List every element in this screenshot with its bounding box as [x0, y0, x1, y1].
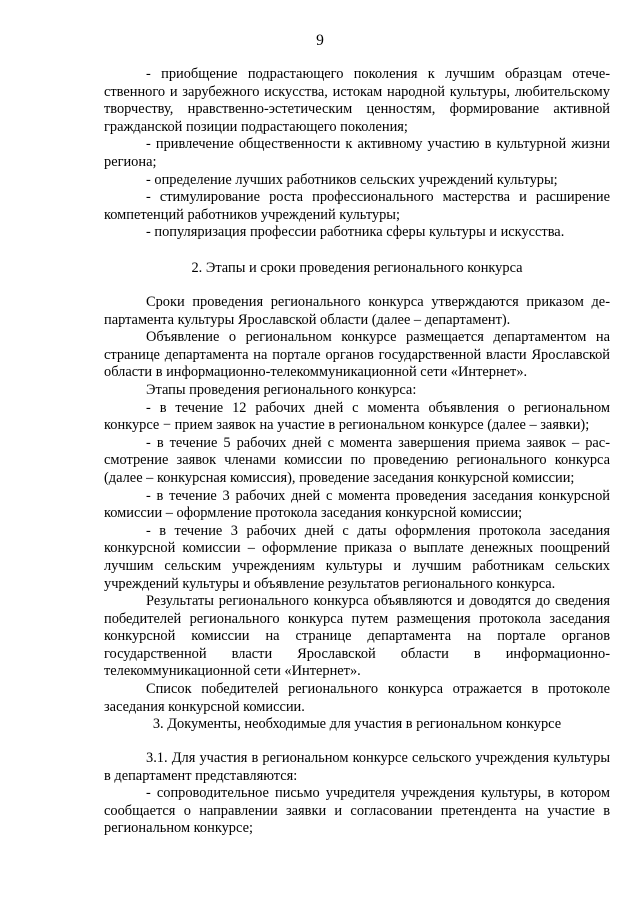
list-item: - в течение 3 рабочих дней с момента проведения заседания конкурсной комиссии – оформление протокола заседания конкурсной комиссии;: [104, 487, 610, 522]
section2-heading-block: [104, 260, 610, 278]
paragraph: Этапы проведения регионального конкурса:: [146, 381, 417, 398]
section3-body: [104, 750, 610, 838]
list-item: - приобщение подрастающего поколения к лучшим образцам отечественного и зарубежного искусства, истокам народной культуры, любительскому творчеству, нравственно-эстетическим ценностям, формирование активной гражданской позиции подрастающего поколения;: [104, 66, 610, 135]
section1-goals-list: [104, 66, 610, 242]
list-item: - в течение 3 рабочих дней с даты оформления протокола заседания конкурсной комиссии – оформление приказа о выплате денежных поощрений лучшим сельским учреждениям культуры и лучшим работникам сельских учреждений культуры и объявление результатов регионального конкурса.: [104, 522, 610, 592]
paragraph: Сроки проведения регионального конкурса утверждаются приказом департамента культуры Ярославской области (далее – департамент).: [104, 294, 610, 328]
paragraph: Список победителей регионального конкурса отражается в протоколе заседания конкурсной комиссии.: [104, 681, 610, 715]
list-item: - стимулирование роста профессионального мастерства и расширение компетенций работников учреждений культуры;: [104, 189, 610, 223]
list-item: - привлечение общественности к активному участию в культурной жизни региона;: [104, 136, 610, 170]
list-item: - сопроводительное письмо учредителя учреждения культуры, в котором сообщается о направлении заявки и согласовании претендента на участие в региональном конкурсе;: [104, 785, 610, 837]
list-item: - определение лучших работников сельских учреждений культуры;: [146, 171, 558, 188]
section-heading: 3. Документы, необходимые для участия в региональном конкурсе: [152, 716, 562, 732]
paragraph: Объявление о региональном конкурсе размещается департаментом на странице департамента на портале органов государственной власти Ярославской области в информационно-телекоммуникационной сети «Интернет».: [104, 329, 610, 381]
page-number: 9: [316, 32, 324, 49]
section3-heading-block: [104, 716, 610, 734]
list-item: - в течение 5 рабочих дней с момента завершения приема заявок – рассмотрение заявок членами комиссии по проведению регионального конкурса (далее – конкурсная комиссия), проведение заседания конкурсной комиссии;: [104, 434, 610, 486]
section-heading: 2. Этапы и сроки проведения регионального конкурса: [191, 260, 523, 276]
section2-body: [104, 294, 610, 716]
list-item: - в течение 12 рабочих дней с момента объявления о региональном конкурсе − прием заявок на участие в региональном конкурсе (далее – заявки);: [104, 399, 610, 434]
list-item: - популяризация профессии работника сферы культуры и искусства.: [146, 224, 565, 241]
paragraph: 3.1. Для участия в региональном конкурсе сельского учреждения культуры в департамент представляются:: [104, 750, 610, 784]
paragraph: Результаты регионального конкурса объявляются и доводятся до сведения победителей регионального конкурса путем размещения протокола заседания конкурсной комиссии на странице департамента на портале органов государственной власти Ярославской области в информационно-телекоммуникационной сети «Интернет».: [104, 593, 610, 680]
